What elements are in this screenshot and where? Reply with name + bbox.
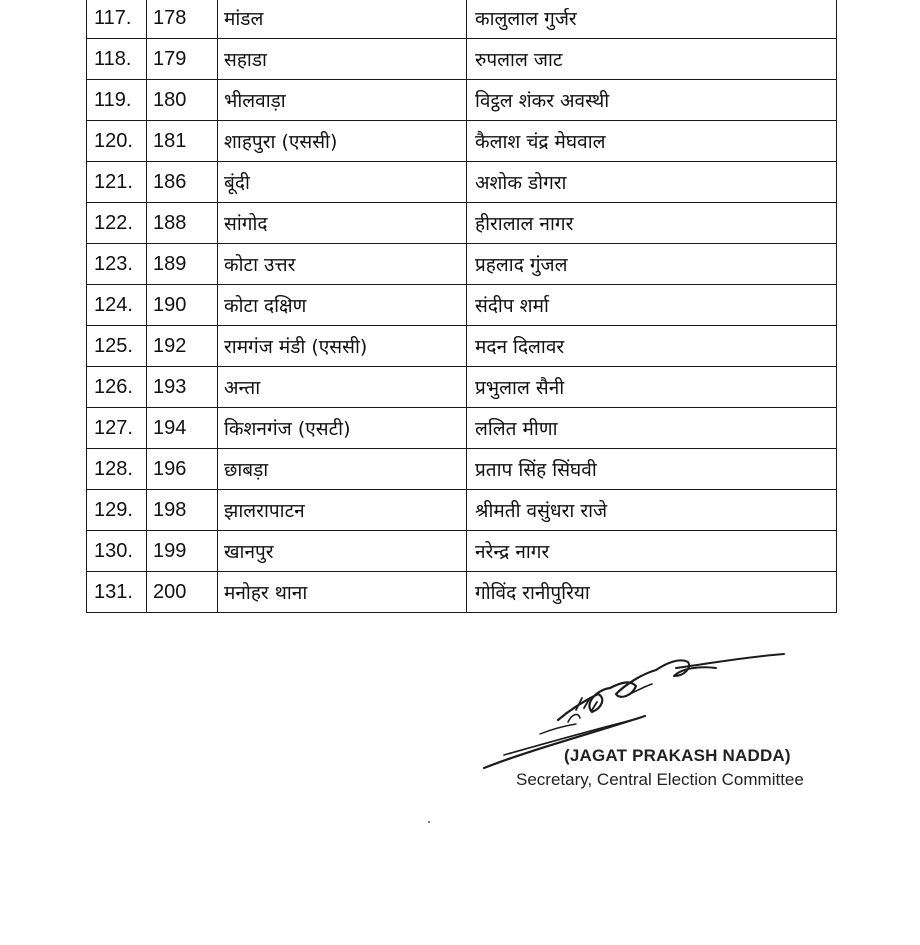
constituency-name-cell: सहाडा	[218, 39, 467, 80]
candidate-name-cell: रुपलाल जाट	[467, 39, 837, 80]
constituency-name-cell: बूंदी	[218, 162, 467, 203]
constituency-name-cell: मांडल	[218, 0, 467, 39]
signatory-title: Secretary, Central Election Committee	[516, 770, 804, 789]
assembly-number-cell: 178	[147, 0, 218, 39]
constituency-name-cell: भीलवाड़ा	[218, 80, 467, 121]
signatory-name: (JAGAT PRAKASH NADDA)	[564, 746, 791, 765]
serial-number-cell: 123.	[87, 244, 147, 285]
candidate-name-cell: नरेन्द्र नागर	[467, 531, 837, 572]
assembly-number-cell: 198	[147, 490, 218, 531]
serial-number-cell: 117.	[87, 0, 147, 39]
candidate-name-cell: प्रहलाद गुंजल	[467, 244, 837, 285]
table-row	[87, 39, 837, 80]
serial-number-cell: 121.	[87, 162, 147, 203]
table-row	[87, 121, 837, 162]
serial-number-cell: 125.	[87, 326, 147, 367]
table-row	[87, 244, 837, 285]
candidate-name-cell: प्रताप सिंह सिंघवी	[467, 449, 837, 490]
serial-number-cell: 131.	[87, 572, 147, 613]
constituency-name-cell: शाहपुरा (एससी)	[218, 121, 467, 162]
constituency-name-cell: किशनगंज (एसटी)	[218, 408, 467, 449]
serial-number-cell: 127.	[87, 408, 147, 449]
table-row	[87, 80, 837, 121]
candidate-name-cell: प्रभुलाल सैनी	[467, 367, 837, 408]
ink-dot	[428, 821, 430, 823]
table-row	[87, 203, 837, 244]
constituency-name-cell: सांगोद	[218, 203, 467, 244]
table-row	[87, 0, 837, 39]
assembly-number-cell: 181	[147, 121, 218, 162]
table-row	[87, 367, 837, 408]
candidate-name-cell: ललित मीणा	[467, 408, 837, 449]
constituency-name-cell: झालरापाटन	[218, 490, 467, 531]
constituency-name-cell: खानपुर	[218, 531, 467, 572]
serial-number-cell: 128.	[87, 449, 147, 490]
assembly-number-cell: 189	[147, 244, 218, 285]
assembly-number-cell: 193	[147, 367, 218, 408]
constituency-name-cell: रामगंज मंडी (एससी)	[218, 326, 467, 367]
assembly-number-cell: 179	[147, 39, 218, 80]
serial-number-cell: 118.	[87, 39, 147, 80]
assembly-number-cell: 180	[147, 80, 218, 121]
assembly-number-cell: 194	[147, 408, 218, 449]
candidate-name-cell: विट्ठल शंकर अवस्थी	[467, 80, 837, 121]
assembly-number-cell: 186	[147, 162, 218, 203]
table-row	[87, 490, 837, 531]
assembly-number-cell: 196	[147, 449, 218, 490]
serial-number-cell: 126.	[87, 367, 147, 408]
candidate-name-cell: हीरालाल नागर	[467, 203, 837, 244]
candidate-name-cell: अशोक डोगरा	[467, 162, 837, 203]
table-row	[87, 531, 837, 572]
constituency-name-cell: मनोहर थाना	[218, 572, 467, 613]
assembly-number-cell: 199	[147, 531, 218, 572]
serial-number-cell: 120.	[87, 121, 147, 162]
table-row	[87, 572, 837, 613]
signatory-block	[516, 746, 856, 790]
table-row	[87, 285, 837, 326]
assembly-number-cell: 192	[147, 326, 218, 367]
serial-number-cell: 124.	[87, 285, 147, 326]
serial-number-cell: 122.	[87, 203, 147, 244]
candidate-name-cell: कैलाश चंद्र मेघवाल	[467, 121, 837, 162]
candidate-name-cell: गोविंद रानीपुरिया	[467, 572, 837, 613]
constituency-name-cell: अन्ता	[218, 367, 467, 408]
candidate-list-table	[86, 0, 837, 613]
table-row	[87, 326, 837, 367]
table-row	[87, 162, 837, 203]
candidate-name-cell: संदीप शर्मा	[467, 285, 837, 326]
assembly-number-cell: 200	[147, 572, 218, 613]
assembly-number-cell: 190	[147, 285, 218, 326]
assembly-number-cell: 188	[147, 203, 218, 244]
constituency-name-cell: छाबड़ा	[218, 449, 467, 490]
table-row	[87, 449, 837, 490]
candidate-name-cell: श्रीमती वसुंधरा राजे	[467, 490, 837, 531]
serial-number-cell: 129.	[87, 490, 147, 531]
candidate-name-cell: कालुलाल गुर्जर	[467, 0, 837, 39]
table-row	[87, 408, 837, 449]
constituency-name-cell: कोटा दक्षिण	[218, 285, 467, 326]
candidate-name-cell: मदन दिलावर	[467, 326, 837, 367]
serial-number-cell: 119.	[87, 80, 147, 121]
constituency-name-cell: कोटा उत्तर	[218, 244, 467, 285]
serial-number-cell: 130.	[87, 531, 147, 572]
candidate-list-body	[87, 0, 837, 613]
